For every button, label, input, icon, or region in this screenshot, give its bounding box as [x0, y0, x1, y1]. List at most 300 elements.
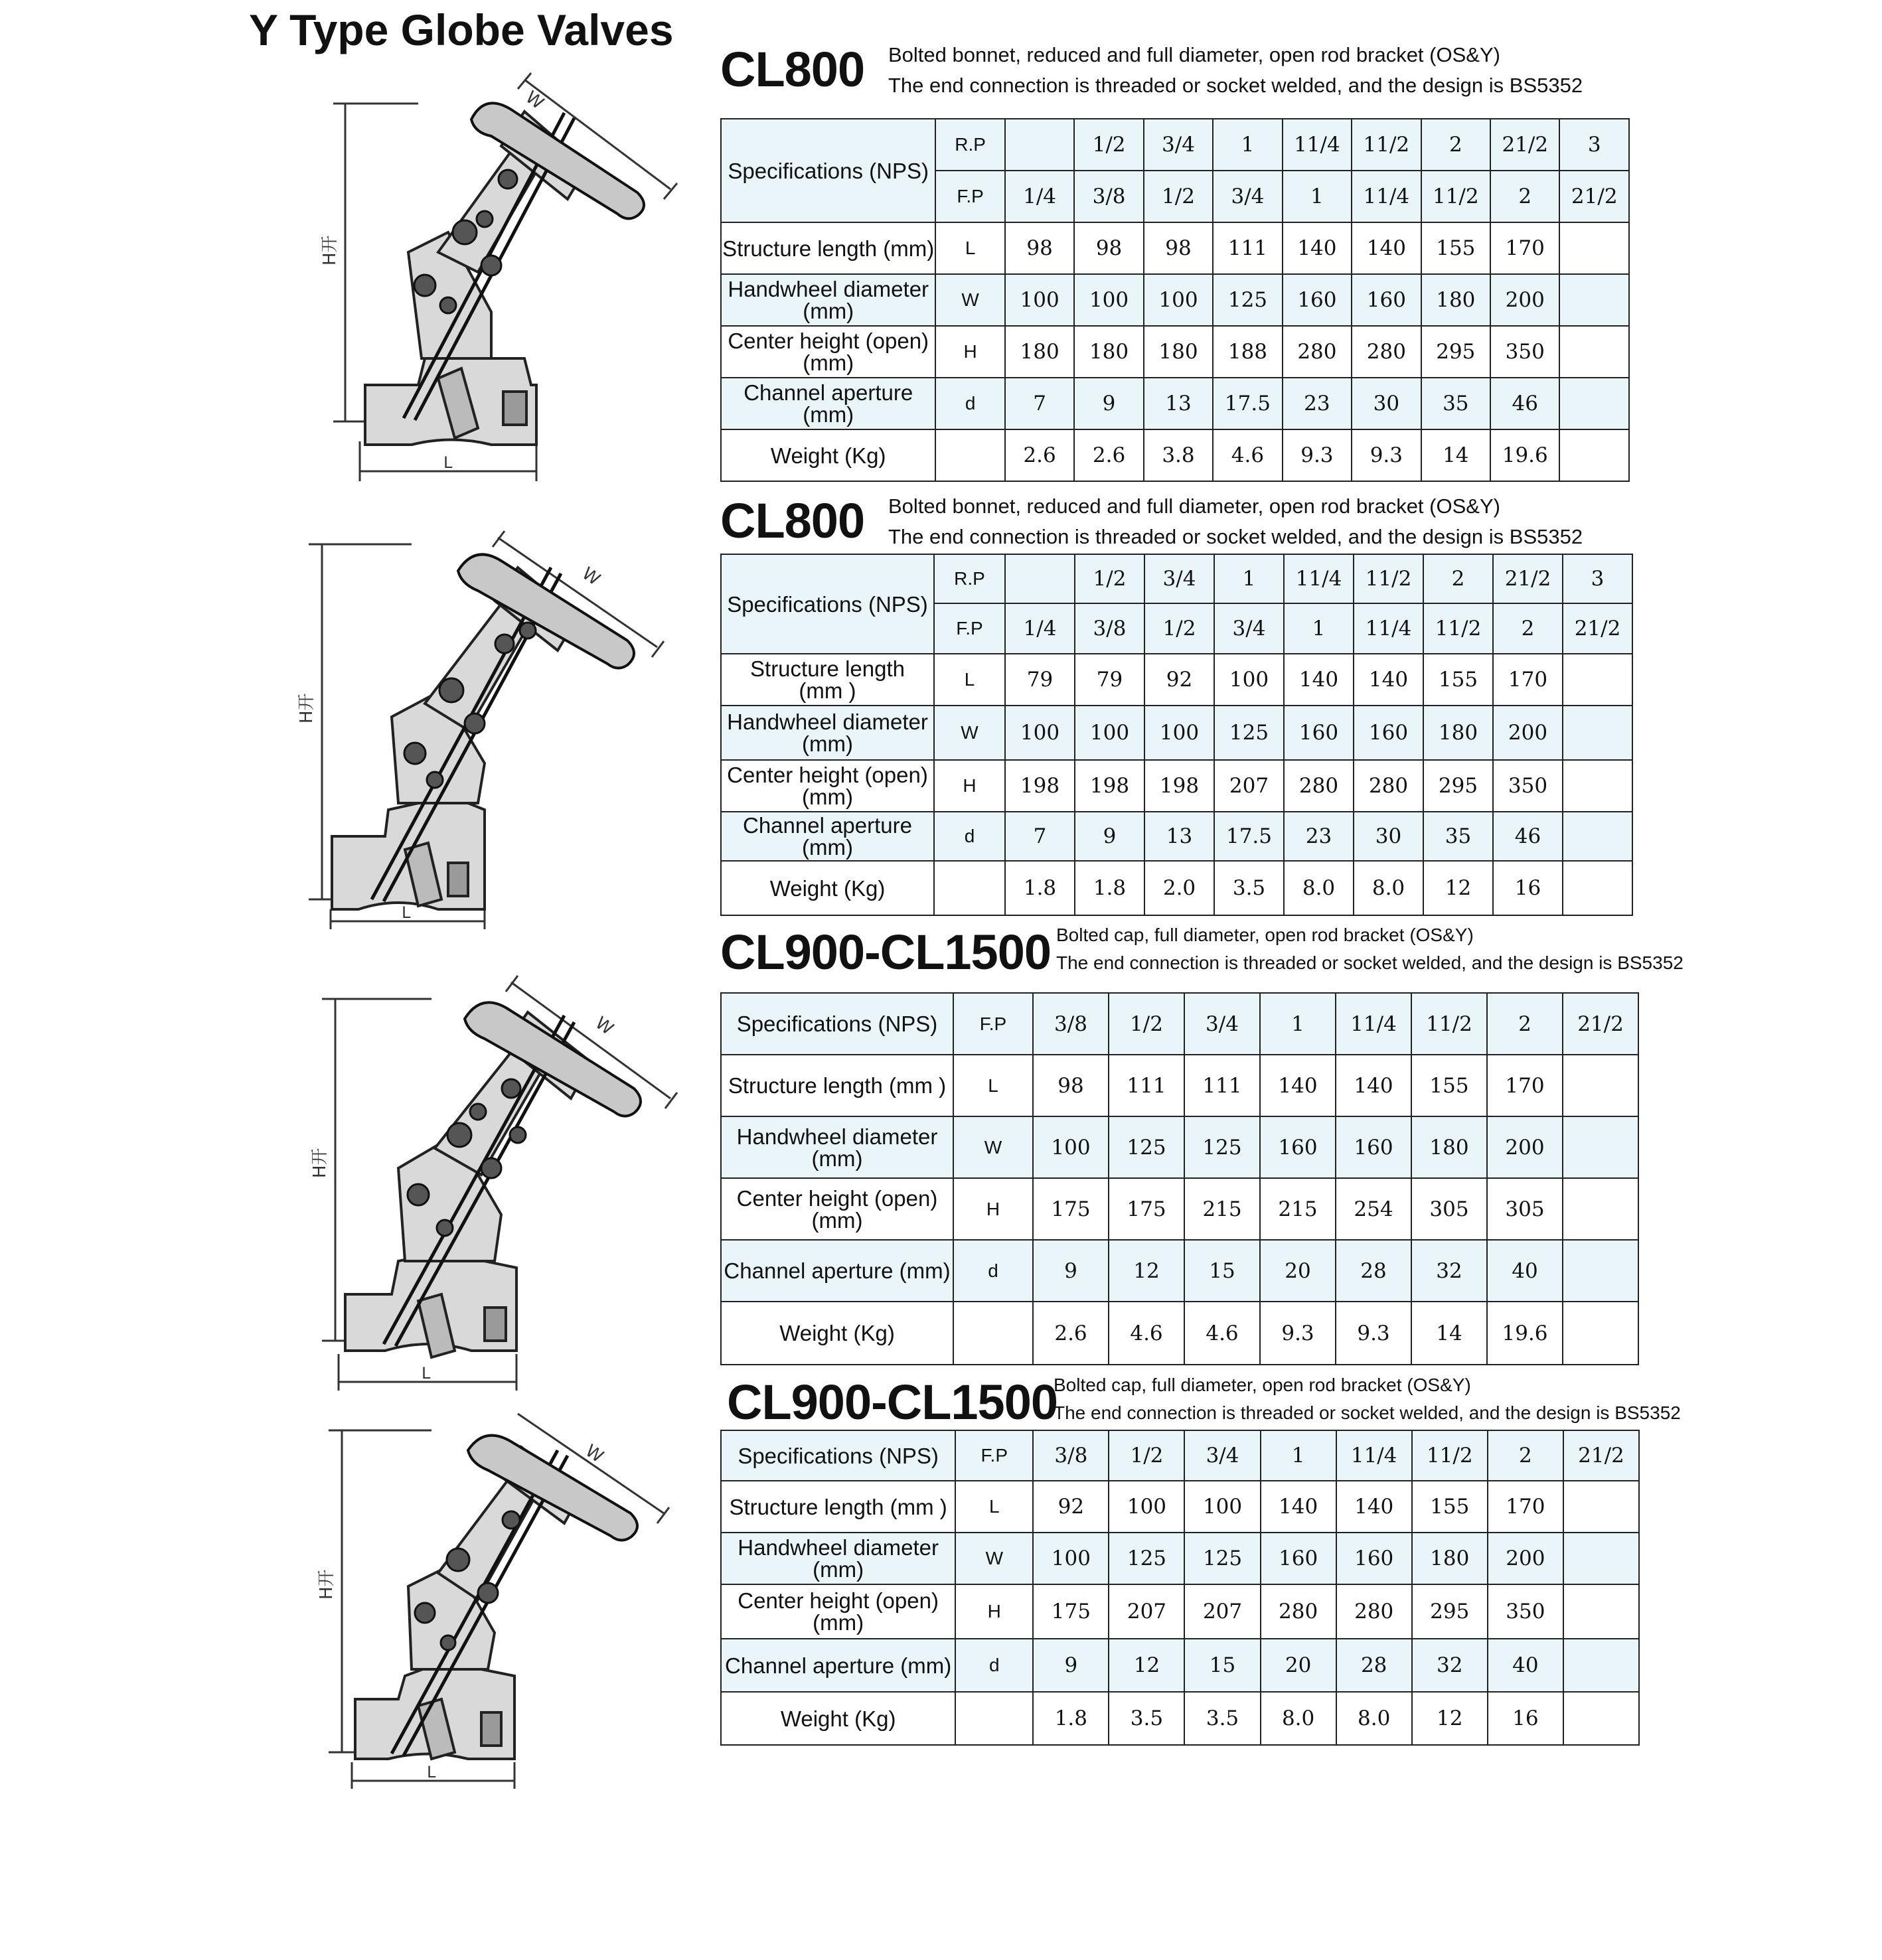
table-cell: 98 — [1144, 222, 1213, 274]
spec-section-4 — [720, 1371, 1743, 1770]
table-cell: 46 — [1490, 378, 1559, 429]
table-cell — [1563, 1302, 1638, 1365]
table-cell: 98 — [1033, 1055, 1109, 1116]
table-cell: 155 — [1421, 222, 1490, 274]
table-cell: 170 — [1490, 222, 1559, 274]
table-cell: 155 — [1411, 1055, 1487, 1116]
table-cell: 170 — [1493, 654, 1563, 706]
table-row — [721, 222, 1629, 274]
table-cell: 9 — [1033, 1240, 1109, 1302]
pressure-class-title: CL800 — [720, 493, 865, 548]
table-cell — [1563, 1481, 1639, 1533]
l-dim-label: L — [443, 453, 453, 472]
table-cell: 11/4 — [1336, 1430, 1412, 1481]
table-cell: 1/2 — [1109, 993, 1184, 1055]
table-cell: 350 — [1488, 1584, 1563, 1639]
table-cell: 280 — [1336, 1584, 1412, 1639]
table-cell: 198 — [1075, 760, 1144, 812]
table-cell — [1563, 1055, 1638, 1116]
table-cell: 140 — [1284, 654, 1354, 706]
table-cell: 9.3 — [1283, 429, 1352, 481]
table-cell: 40 — [1487, 1240, 1563, 1302]
table-row — [721, 993, 1638, 1055]
table-cell — [1559, 274, 1629, 326]
table-cell: 170 — [1487, 1055, 1563, 1116]
table-cell: 21/2 — [1490, 119, 1559, 171]
table-cell — [1563, 861, 1632, 915]
w-dim-label: W — [582, 1440, 607, 1468]
table-cell: 100 — [1005, 706, 1075, 760]
table-cell: 3.5 — [1109, 1692, 1184, 1745]
h-dim-label: H开 — [297, 693, 317, 723]
table-cell: 8.0 — [1284, 861, 1354, 915]
table-cell: 180 — [1144, 326, 1213, 378]
table-cell: 100 — [1074, 274, 1143, 326]
row-symbol: H — [935, 326, 1004, 378]
table-cell: 1 — [1283, 171, 1352, 222]
table-cell: 160 — [1352, 274, 1421, 326]
page-title: Y Type Globe Valves — [249, 5, 674, 54]
table-cell: 1/2 — [1144, 603, 1214, 654]
table-cell — [1559, 378, 1629, 429]
row-label: Channel aperture (mm) — [721, 1240, 953, 1302]
table-cell: 11/4 — [1354, 603, 1423, 654]
description-line-1: Bolted bonnet, reduced and full diameter, open rod bracket (OS&Y) — [888, 43, 1500, 66]
table-cell: 3/8 — [1033, 1430, 1109, 1481]
table-row — [721, 1116, 1638, 1178]
table-cell: 140 — [1336, 1481, 1412, 1533]
table-cell: 79 — [1075, 654, 1144, 706]
table-cell: 160 — [1284, 706, 1354, 760]
w-dim-label: W — [578, 564, 604, 590]
table-cell: 215 — [1260, 1178, 1336, 1240]
row-label: Structure length (mm ) — [721, 654, 934, 706]
table-row — [721, 326, 1629, 378]
description-line-2: The end connection is threaded or socket welded, and the design is BS5352 — [1054, 1402, 1681, 1423]
row-symbol — [955, 1692, 1033, 1745]
table-cell: 2.6 — [1005, 429, 1074, 481]
table-cell: 14 — [1421, 429, 1490, 481]
spec-label: Specifications (NPS) — [721, 119, 935, 222]
rp-symbol: R.P — [935, 119, 1004, 171]
table-cell: 12 — [1423, 861, 1493, 915]
table-row — [721, 1055, 1638, 1116]
table-cell: 8.0 — [1354, 861, 1423, 915]
table-row — [721, 861, 1632, 915]
row-label: Weight (Kg) — [721, 429, 935, 481]
fp-symbol: F.P — [955, 1430, 1033, 1481]
table-cell — [1559, 222, 1629, 274]
table-row — [721, 654, 1632, 706]
table-row — [721, 706, 1632, 760]
table-cell: 295 — [1423, 760, 1493, 812]
table-cell — [1563, 1584, 1639, 1639]
table-cell: 2 — [1488, 1430, 1563, 1481]
spec-label: Specifications (NPS) — [721, 993, 953, 1055]
table-cell: 28 — [1336, 1240, 1411, 1302]
table-cell: 16 — [1488, 1692, 1563, 1745]
table-cell: 1 — [1214, 554, 1284, 603]
row-symbol — [953, 1302, 1033, 1365]
table-cell — [1563, 1178, 1638, 1240]
table-cell: 2 — [1421, 119, 1490, 171]
valve-drawing — [312, 969, 697, 1394]
table-cell: 175 — [1033, 1178, 1109, 1240]
table-cell: 305 — [1487, 1178, 1563, 1240]
table-cell: 254 — [1336, 1178, 1411, 1240]
spec-section-2 — [720, 491, 1743, 923]
row-symbol — [935, 429, 1004, 481]
table-cell — [1563, 760, 1632, 812]
table-cell: 3.5 — [1184, 1692, 1260, 1745]
table-cell: 9.3 — [1260, 1302, 1336, 1365]
table-cell: 170 — [1488, 1481, 1563, 1533]
table-cell — [1563, 1116, 1638, 1178]
table-cell: 92 — [1033, 1481, 1109, 1533]
spec-section-1 — [720, 40, 1743, 485]
table-cell: 295 — [1412, 1584, 1488, 1639]
table-cell: 19.6 — [1487, 1302, 1563, 1365]
table-cell: 3/4 — [1144, 119, 1213, 171]
table-cell: 1.8 — [1005, 861, 1075, 915]
table-cell: 207 — [1184, 1584, 1260, 1639]
table-cell: 207 — [1214, 760, 1284, 812]
table-cell: 3/4 — [1213, 171, 1282, 222]
spec-table — [720, 992, 1639, 1365]
spec-table — [720, 554, 1633, 916]
row-label: Weight (Kg) — [721, 861, 934, 915]
table-cell: 180 — [1005, 326, 1074, 378]
table-cell: 180 — [1423, 706, 1493, 760]
spec-section-3 — [720, 921, 1743, 1379]
table-cell: 3 — [1559, 119, 1629, 171]
table-cell: 140 — [1354, 654, 1423, 706]
table-cell: 21/2 — [1559, 171, 1629, 222]
table-cell: 350 — [1493, 760, 1563, 812]
table-cell: 100 — [1214, 654, 1284, 706]
table-cell: 3/4 — [1184, 993, 1260, 1055]
table-cell: 11/2 — [1412, 1430, 1488, 1481]
table-cell: 8.0 — [1336, 1692, 1412, 1745]
table-cell: 160 — [1260, 1116, 1336, 1178]
table-cell: 4.6 — [1109, 1302, 1184, 1365]
table-cell: 12 — [1109, 1639, 1184, 1692]
row-symbol: H — [953, 1178, 1033, 1240]
row-label: Weight (Kg) — [721, 1302, 953, 1365]
section-header — [720, 491, 1743, 551]
table-cell: 200 — [1493, 706, 1563, 760]
valve-drawing — [299, 518, 697, 929]
table-cell: 2.6 — [1074, 429, 1143, 481]
table-row — [721, 760, 1632, 812]
table-cell: 2 — [1487, 993, 1563, 1055]
row-symbol: H — [955, 1584, 1033, 1639]
row-label: Channel aperture (mm) — [721, 812, 934, 861]
row-label: Structure length (mm) — [721, 222, 935, 274]
table-cell: 140 — [1283, 222, 1352, 274]
table-cell — [1563, 1639, 1639, 1692]
table-cell: 3.5 — [1214, 861, 1284, 915]
h-dim-label: H开 — [317, 1569, 337, 1600]
table-cell: 3/4 — [1184, 1430, 1260, 1481]
row-symbol: W — [955, 1533, 1033, 1584]
table-cell: 175 — [1109, 1178, 1184, 1240]
row-label: Handwheel diameter (mm) — [721, 706, 934, 760]
table-cell: 9 — [1033, 1639, 1109, 1692]
table-cell: 11/4 — [1283, 119, 1352, 171]
rp-symbol: R.P — [934, 554, 1005, 603]
table-cell: 111 — [1109, 1055, 1184, 1116]
table-cell: 180 — [1074, 326, 1143, 378]
table-cell: 20 — [1260, 1240, 1336, 1302]
table-cell: 1/4 — [1005, 171, 1074, 222]
row-symbol: d — [934, 812, 1005, 861]
table-cell: 15 — [1184, 1240, 1260, 1302]
table-cell: 125 — [1109, 1116, 1184, 1178]
row-symbol: d — [935, 378, 1004, 429]
table-cell: 14 — [1411, 1302, 1487, 1365]
table-cell: 11/2 — [1411, 993, 1487, 1055]
table-cell: 13 — [1144, 812, 1214, 861]
table-cell: 2 — [1493, 603, 1563, 654]
table-cell: 92 — [1144, 654, 1214, 706]
table-cell: 3.8 — [1144, 429, 1213, 481]
table-cell: 3/8 — [1075, 603, 1144, 654]
table-cell: 11/4 — [1336, 993, 1411, 1055]
table-cell — [1563, 706, 1632, 760]
table-cell: 21/2 — [1563, 993, 1638, 1055]
table-cell: 125 — [1213, 274, 1282, 326]
table-cell: 21/2 — [1563, 1430, 1639, 1481]
table-cell: 100 — [1109, 1481, 1184, 1533]
table-cell: 19.6 — [1490, 429, 1559, 481]
table-row — [721, 1533, 1639, 1584]
table-cell: 1.8 — [1075, 861, 1144, 915]
fp-symbol: F.P — [935, 171, 1004, 222]
table-cell: 9.3 — [1352, 429, 1421, 481]
row-label: Center height (open) (mm) — [721, 1584, 955, 1639]
description-line-1: Bolted bonnet, reduced and full diameter, open rod bracket (OS&Y) — [888, 494, 1500, 518]
table-cell: 1 — [1284, 603, 1354, 654]
row-symbol: H — [934, 760, 1005, 812]
table-cell: 140 — [1261, 1481, 1336, 1533]
table-cell: 3/8 — [1074, 171, 1143, 222]
row-label: Handwheel diameter (mm) — [721, 1116, 953, 1178]
table-cell: 100 — [1033, 1533, 1109, 1584]
table-cell: 180 — [1411, 1116, 1487, 1178]
table-cell: 160 — [1283, 274, 1352, 326]
row-label: Handwheel diameter (mm) — [721, 1533, 955, 1584]
table-cell: 125 — [1109, 1533, 1184, 1584]
table-cell: 11/4 — [1284, 554, 1354, 603]
table-cell: 2 — [1490, 171, 1559, 222]
spec-label: Specifications (NPS) — [721, 1430, 955, 1481]
section-header — [720, 921, 1743, 981]
table-cell — [1559, 326, 1629, 378]
table-cell: 4.6 — [1184, 1302, 1260, 1365]
row-label: Center height (open) (mm) — [721, 760, 934, 812]
row-symbol: W — [953, 1116, 1033, 1178]
table-cell: 280 — [1283, 326, 1352, 378]
row-symbol: L — [953, 1055, 1033, 1116]
row-label: Center height (open) (mm) — [721, 1178, 953, 1240]
table-cell: 188 — [1213, 326, 1282, 378]
spec-table — [720, 1430, 1640, 1746]
table-row — [721, 1178, 1638, 1240]
table-cell: 7 — [1005, 812, 1075, 861]
table-cell: 100 — [1033, 1116, 1109, 1178]
table-cell: 1/2 — [1144, 171, 1213, 222]
table-cell: 1 — [1261, 1430, 1336, 1481]
table-row — [721, 1430, 1639, 1481]
table-cell: 15 — [1184, 1639, 1260, 1692]
table-cell: 11/2 — [1352, 119, 1421, 171]
table-cell: 100 — [1144, 706, 1214, 760]
spec-table — [720, 118, 1630, 482]
table-cell: 100 — [1005, 274, 1074, 326]
table-cell: 155 — [1423, 654, 1493, 706]
table-cell: 111 — [1184, 1055, 1260, 1116]
table-cell: 12 — [1109, 1240, 1184, 1302]
table-cell: 1/2 — [1109, 1430, 1184, 1481]
table-cell: 35 — [1421, 378, 1490, 429]
table-cell: 198 — [1005, 760, 1075, 812]
table-cell: 3/4 — [1214, 603, 1284, 654]
table-cell: 9 — [1075, 812, 1144, 861]
table-cell — [1563, 654, 1632, 706]
pressure-class-title: CL900-CL1500 — [727, 1375, 1058, 1430]
table-cell: 100 — [1184, 1481, 1260, 1533]
table-row — [721, 274, 1629, 326]
table-cell: 100 — [1075, 706, 1144, 760]
table-cell: 160 — [1261, 1533, 1336, 1584]
pressure-class-title: CL800 — [720, 42, 865, 97]
table-cell: 40 — [1488, 1639, 1563, 1692]
table-cell: 11/2 — [1423, 603, 1493, 654]
table-cell: 125 — [1214, 706, 1284, 760]
table-cell: 11/2 — [1354, 554, 1423, 603]
table-cell: 207 — [1109, 1584, 1184, 1639]
table-cell: 20 — [1261, 1639, 1336, 1692]
table-cell: 3 — [1563, 554, 1632, 603]
row-symbol: L — [935, 222, 1004, 274]
row-label: Channel aperture (mm) — [721, 1639, 955, 1692]
table-row — [721, 1692, 1639, 1745]
table-cell: 295 — [1421, 326, 1490, 378]
table-cell: 32 — [1412, 1639, 1488, 1692]
table-cell: 280 — [1354, 760, 1423, 812]
spec-label: Specifications (NPS) — [721, 554, 934, 654]
h-dim-label: H开 — [320, 235, 340, 265]
description-line-2: The end connection is threaded or socket welded, and the design is BS5352 — [1056, 952, 1684, 973]
pressure-class-title: CL900-CL1500 — [720, 925, 1052, 980]
table-cell: 3/8 — [1033, 993, 1109, 1055]
table-cell: 180 — [1421, 274, 1490, 326]
table-cell: 140 — [1260, 1055, 1336, 1116]
table-cell: 30 — [1352, 378, 1421, 429]
table-cell: 1/2 — [1075, 554, 1144, 603]
table-row — [721, 812, 1632, 861]
table-cell: 160 — [1336, 1116, 1411, 1178]
table-cell: 8.0 — [1261, 1692, 1336, 1745]
table-cell: 200 — [1490, 274, 1559, 326]
table-cell: 23 — [1284, 812, 1354, 861]
table-cell: 140 — [1352, 222, 1421, 274]
table-cell: 2.6 — [1033, 1302, 1109, 1365]
table-row — [721, 554, 1632, 603]
table-cell: 35 — [1423, 812, 1493, 861]
table-cell: 16 — [1493, 861, 1563, 915]
row-symbol: L — [934, 654, 1005, 706]
table-cell: 98 — [1074, 222, 1143, 274]
table-cell: 11/4 — [1352, 171, 1421, 222]
row-symbol: d — [955, 1639, 1033, 1692]
description-line-1: Bolted cap, full diameter, open rod bracket (OS&Y) — [1056, 925, 1474, 945]
table-cell: 1/4 — [1005, 603, 1075, 654]
row-symbol: W — [934, 706, 1005, 760]
table-cell: 125 — [1184, 1116, 1260, 1178]
table-cell: 2.0 — [1144, 861, 1214, 915]
table-cell: 160 — [1354, 706, 1423, 760]
table-cell: 28 — [1336, 1639, 1412, 1692]
table-cell: 180 — [1412, 1533, 1488, 1584]
description-line-2: The end connection is threaded or socket welded, and the design is BS5352 — [888, 74, 1583, 97]
row-symbol: W — [935, 274, 1004, 326]
section-header — [720, 40, 1743, 100]
table-row — [721, 1584, 1639, 1639]
table-cell — [1563, 1240, 1638, 1302]
table-cell: 9.3 — [1336, 1302, 1411, 1365]
table-cell: 1 — [1213, 119, 1282, 171]
table-cell: 2 — [1423, 554, 1493, 603]
l-dim-label: L — [402, 903, 411, 922]
table-cell: 17.5 — [1214, 812, 1284, 861]
table-cell: 100 — [1144, 274, 1213, 326]
table-cell: 13 — [1144, 378, 1213, 429]
table-cell: 4.6 — [1213, 429, 1282, 481]
table-cell: 7 — [1005, 378, 1074, 429]
table-row — [721, 1240, 1638, 1302]
table-cell — [1563, 1692, 1639, 1745]
row-label: Center height (open) (mm) — [721, 326, 935, 378]
description-line-1: Bolted cap, full diameter, open rod bracket (OS&Y) — [1054, 1375, 1471, 1395]
table-cell: 215 — [1184, 1178, 1260, 1240]
table-cell: 111 — [1213, 222, 1282, 274]
table-cell — [1005, 554, 1075, 603]
l-dim-label: L — [427, 1763, 436, 1781]
row-label: Channel aperture (mm) — [721, 378, 935, 429]
table-cell: 175 — [1033, 1584, 1109, 1639]
table-cell: 200 — [1487, 1116, 1563, 1178]
fp-symbol: F.P — [934, 603, 1005, 654]
w-dim-label: W — [591, 1013, 617, 1039]
table-cell: 155 — [1412, 1481, 1488, 1533]
table-cell: 21/2 — [1563, 603, 1632, 654]
table-row — [721, 429, 1629, 481]
table-row — [721, 378, 1629, 429]
table-cell: 3/4 — [1144, 554, 1214, 603]
table-cell: 305 — [1411, 1178, 1487, 1240]
table-cell: 160 — [1336, 1533, 1412, 1584]
table-cell: 30 — [1354, 812, 1423, 861]
section-header — [720, 1371, 1743, 1431]
row-label: Handwheel diameter (mm) — [721, 274, 935, 326]
table-cell: 198 — [1144, 760, 1214, 812]
table-cell: 1 — [1260, 993, 1336, 1055]
row-label: Structure length (mm ) — [721, 1055, 953, 1116]
table-cell: 23 — [1283, 378, 1352, 429]
row-label: Structure length (mm ) — [721, 1481, 955, 1533]
